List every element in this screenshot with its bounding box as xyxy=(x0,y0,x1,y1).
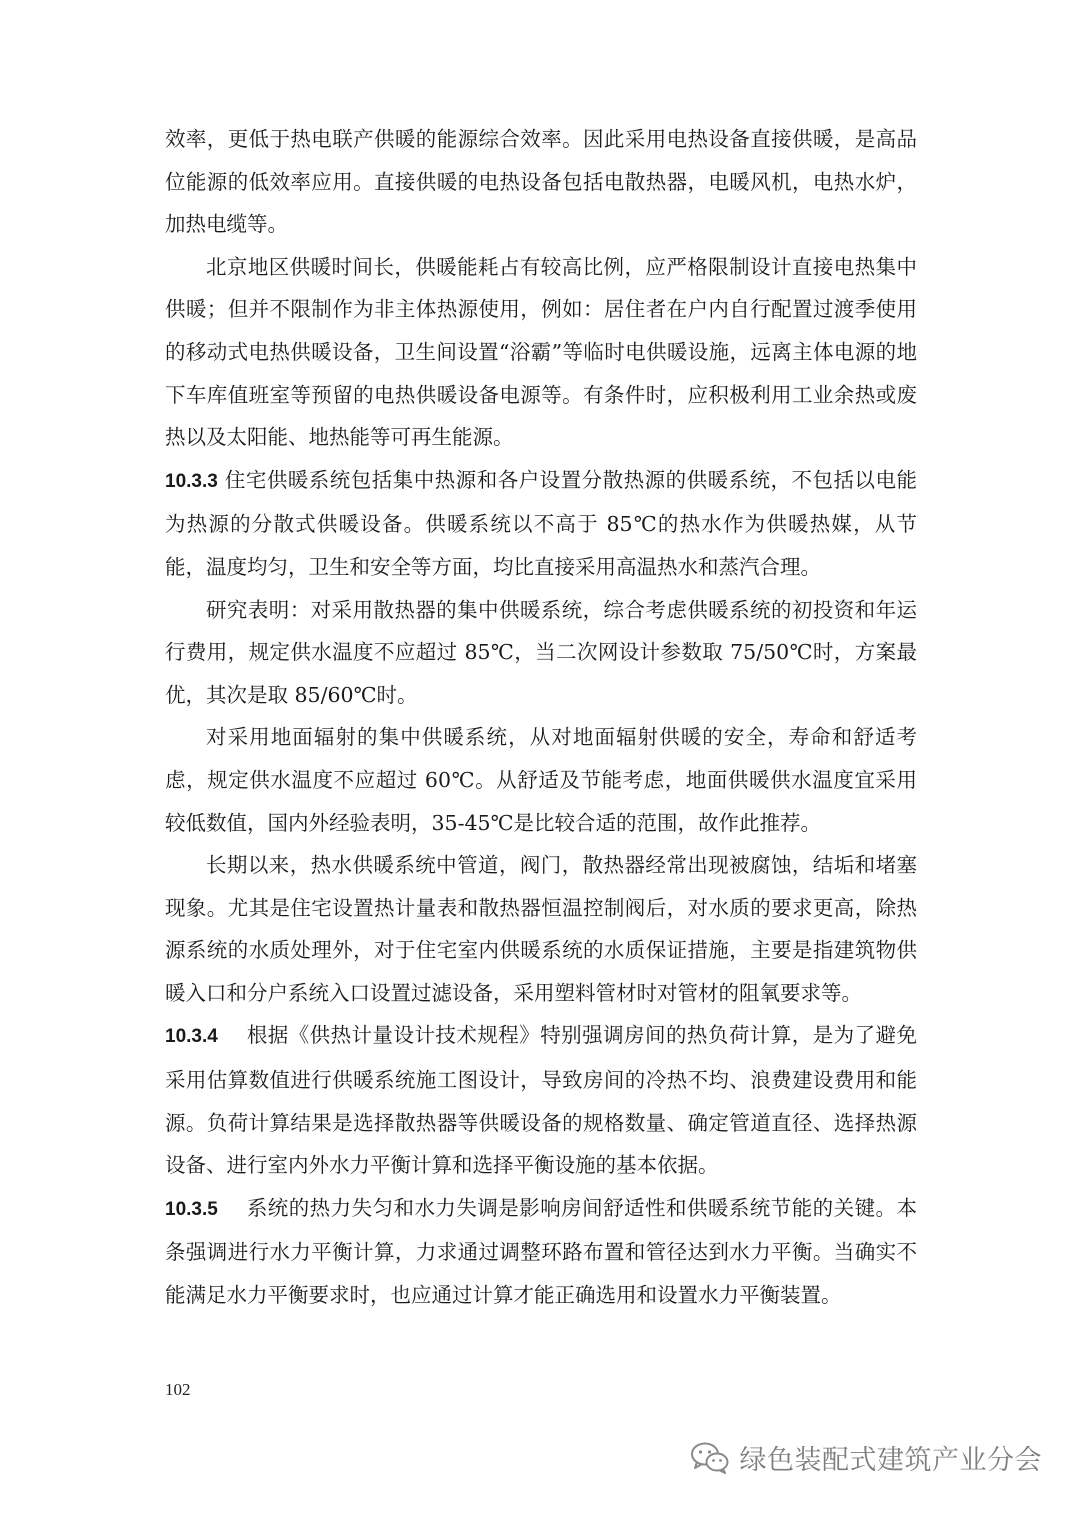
paragraph-text: 研究表明：对采用散热器的集中供暖系统，综合考虑供暖系统的初投资和年运行费用，规定供水温度不应超过 85℃，当二次网设计参数取 75/50℃时，方案最优，其次是取 85/60℃时。 xyxy=(165,597,917,707)
paragraph-text: 系统的热力失匀和水力失调是影响房间舒适性和供暖系统节能的关键。本条强调进行水力平衡计算，力求通过调整环路布置和管径达到水力平衡。当确实不能满足水力平衡要求时，也应通过计算才能正确选用和设置水力平衡装置。 xyxy=(165,1195,917,1308)
paragraph-text: 住宅供暖系统包括集中热源和各户设置分散热源的供暖系统，不包括以电能为热源的分散式供暖设备。供暖系统以不高于 85℃的热水作为供暖热媒，从节能，温度均匀，卫生和安全等方面，均比直接采用高温热水和蒸汽合理。 xyxy=(165,467,917,579)
page-number: 102 xyxy=(165,1380,191,1399)
document-body xyxy=(165,118,917,1317)
paragraph-1 xyxy=(165,118,917,246)
paragraph-text: 效率，更低于热电联产供暖的能源综合效率。因此采用电热设备直接供暖，是高品位能源的低效率应用。直接供暖的电热设备包括电散热器，电暖风机，电热水炉，加热电缆等。 xyxy=(165,127,917,237)
watermark-text: 绿色装配式建筑产业分会 xyxy=(739,1445,1042,1476)
clause-number: 10.3.5 xyxy=(165,1198,218,1220)
watermark xyxy=(690,1438,1043,1477)
clause-number: 10.3.3 xyxy=(165,470,218,492)
clause-10-3-4 xyxy=(165,1014,917,1186)
paragraph-2 xyxy=(165,246,917,459)
paragraph-6 xyxy=(165,844,917,1014)
clause-10-3-5 xyxy=(165,1187,917,1317)
paragraph-text: 北京地区供暖时间长，供暖能耗占有较高比例，应严格限制设计直接电热集中供暖；但并不限制作为非主体热源使用，例如：居住者在户内自行配置过渡季使用的移动式电热供暖设备，卫生间设置“浴霸”等临时电供暖设施，远离主体电源的地下车库值班室等预留的电热供暖设备电源等。有条件时，应积极利用工业余热或废热以及太阳能、地热能等可再生能源。 xyxy=(165,254,917,450)
clause-number: 10.3.4 xyxy=(165,1026,218,1048)
paragraph-text: 长期以来，热水供暖系统中管道，阀门，散热器经常出现被腐蚀，结垢和堵塞现象。尤其是住宅设置热计量表和散热器恒温控制阀后，对水质的要求更高，除热源系统的水质处理外，对于住宅室内供暖系统的水质保证措施，主要是指建筑物供暖入口和分户系统入口设置过滤设备，采用塑料管材时对管材的阻氧要求等。 xyxy=(165,853,917,1005)
paragraph-text: 对采用地面辐射的集中供暖系统，从对地面辐射供暖的安全，寿命和舒适考虑，规定供水温度不应超过 60℃。从舒适及节能考虑，地面供暖供水温度宜采用较低数值，国内外经验表明，35-45℃是比较合适的范围，故作此推荐。 xyxy=(165,725,917,835)
paragraph-4 xyxy=(165,589,917,717)
paragraph-5 xyxy=(165,716,917,844)
wechat-icon xyxy=(690,1441,730,1475)
clause-10-3-3 xyxy=(165,459,917,589)
paragraph-text: 根据《供热计量设计技术规程》特别强调房间的热负荷计算，是为了避免采用估算数值进行供暖系统施工图设计，导致房间的冷热不均、浪费建设费用和能源。负荷计算结果是选择散热器等供暖设备的规格数量、确定管道直径、选择热源设备、进行室内外水力平衡计算和选择平衡设施的基本依据。 xyxy=(165,1023,917,1178)
